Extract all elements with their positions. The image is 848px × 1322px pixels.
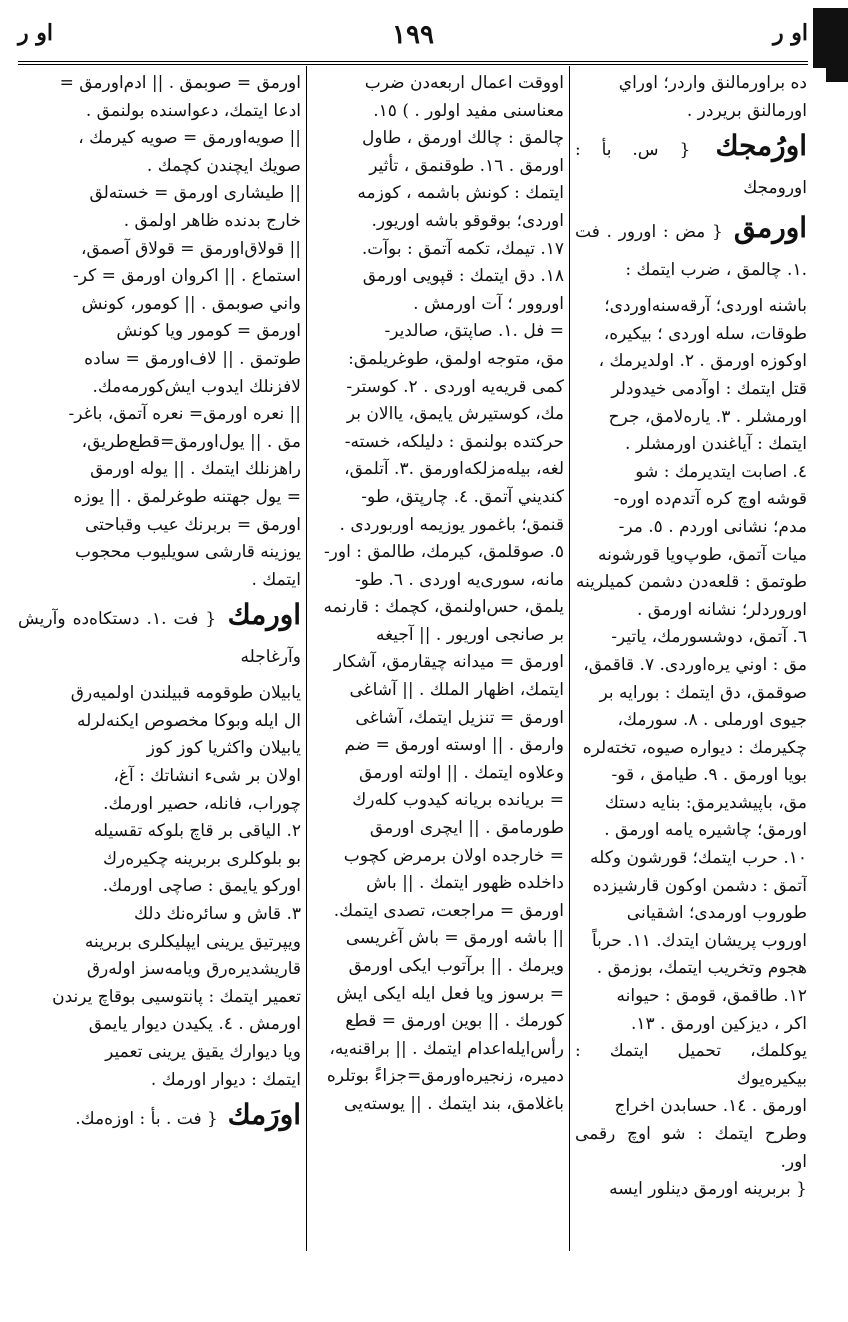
- text-line: لافزنلك ايدوب ايش‌كورمه‌مك.: [92, 376, 301, 397]
- text-line: وطرح ايتمك : شو اوچ رقمی اور.: [575, 1124, 807, 1172]
- text-line: اوكوزه اورمق . ٢. اولديرمك ،: [598, 351, 807, 372]
- text-line: = برسوز ويا فعل ايله ايكى ايش: [336, 983, 564, 1004]
- dictionary-entry-heading: [575, 129, 807, 205]
- entry-headword: اورَمك: [227, 1098, 301, 1132]
- entry-definition: [312, 70, 564, 1119]
- text-line: اورمق = كومور ويا كونش: [116, 321, 301, 342]
- text-line: باغلامق، بند ايتمك . || يوسته‌يى: [343, 1093, 564, 1114]
- text-line: اورمالنق بريردر .: [686, 100, 807, 121]
- entry-headword: اورمك: [227, 598, 301, 632]
- continuation-text: [575, 70, 807, 125]
- entry-gloss: { فت .١. دستكاه‌ده وآريش وآرغاجله: [18, 609, 301, 668]
- text-line: يلمق، حس‌اولنمق، كچمك : قارنمه: [323, 597, 564, 618]
- column-separator-right: [569, 66, 570, 1251]
- text-line: استماع . || اكروان اورمق = كر-: [72, 266, 301, 287]
- text-line: = بريانده بريانه كيدوب كله‌رك: [352, 790, 564, 811]
- text-line: { بربرينه اورمق دينلور ايسه: [609, 1179, 807, 1200]
- text-line: وعلاوه ايتمك . || اولته اورمق: [358, 762, 564, 783]
- column-left: [18, 70, 301, 1142]
- text-line: چوراب، فانله، حصير اورمك.: [103, 793, 301, 814]
- text-line: رأس‌ايله‌اعدام ايتمك . || براقنه‌يه،: [329, 1038, 564, 1059]
- text-line: صويك ايچندن كچمك .: [146, 155, 301, 176]
- text-line: كورمك . || بوين اورمق = قطع: [345, 1011, 564, 1032]
- text-line: اولان بر شیء انشاتك : آغ،: [113, 766, 301, 787]
- text-line: ٥. صوقلمق، كيرمك، طالمق : اور-: [323, 542, 564, 563]
- text-line: ايتمك : آياغندن اورمشلر .: [625, 434, 807, 455]
- text-line: || صويه‌اورمق = صويه كيرمك ،: [78, 128, 301, 149]
- text-line: اوركو يايمق : صاچى اورمك.: [102, 876, 301, 897]
- text-line: باشنه اوردی؛ آرقه‌سنه‌اوردی؛: [604, 296, 807, 317]
- text-line: ٤. اصابت ايتديرمك : شو: [635, 461, 807, 482]
- text-line: مك، كوستيرش يايمق، ياالان بر: [346, 404, 564, 425]
- text-line: ايتمك : ديوار اورمك .: [150, 1069, 301, 1090]
- text-line: اورمق = ميدانه چيقارمق، آشكار: [333, 652, 564, 673]
- column-right: [575, 70, 807, 1204]
- text-line: طورمامق . || ايچرى اورمق: [369, 818, 564, 839]
- text-line: ١٨. دق ايتمك : قپويى اورمق: [362, 266, 564, 287]
- text-line: ميات آتمق، طوپ‌ويا قورشونه: [597, 544, 807, 565]
- text-line: ١٠. حرب ايتمك؛ قورشون وكله: [590, 848, 807, 869]
- text-line: اوروور ؛ آت اورمش .: [413, 293, 564, 314]
- dictionary-entry-heading: [18, 1098, 301, 1136]
- entry-definition: [18, 70, 301, 594]
- text-line: اوروردلر؛ نشانه اورمق .: [636, 599, 807, 620]
- text-line: قنمق؛ باغمور يوزيمه اوربوردی .: [339, 514, 564, 535]
- text-line: ال ايله وبوكا مخصوص ايكنه‌لرله: [77, 710, 301, 731]
- text-line: مق . || يول‌اورمق=قطع‌طريق،: [81, 431, 301, 452]
- left-guide-word: او ر: [18, 20, 54, 46]
- text-line: ادعا ايتمك، دعواسنده بولنمق .: [85, 100, 301, 121]
- text-line: || نعره اورمق= نعره آتمق، باغر-: [68, 404, 301, 425]
- text-line: ٢. الياقى بر قاچ بلوكه تقسيله: [93, 821, 301, 842]
- text-line: مدم؛ نشانى اوردم . ٥. مر-: [618, 516, 807, 537]
- text-line: قتل ايتمك : اوآدمى خيدودلر: [611, 378, 807, 399]
- text-line: ويا ديوارك يقيق يرينى تعمير: [105, 1042, 301, 1062]
- text-line: قوشه اوچ كره آتدم‌ده اوره-: [613, 489, 807, 510]
- text-line: اورمق = مراجعت، تصدى ايتمك.: [333, 900, 564, 921]
- text-line: راهزنلك ايتمك . || يوله اورمق: [90, 459, 301, 480]
- text-line: اورمق = بربرنك عيب وقباحتى: [85, 514, 301, 535]
- text-line: بويا اورمق . ٩. طيامق ، قو-: [611, 765, 807, 786]
- text-line: ايتمك، اظهار الملك . || آشاغى: [349, 680, 564, 701]
- text-line: وارمق . || اوسته اورمق = ضم: [344, 735, 564, 756]
- column-middle: [312, 70, 564, 1119]
- text-line: تعمير ايتمك : پانتوسيى بوقاچ يرندن: [52, 986, 301, 1007]
- text-line: اورمق = صوبمق . || ادم‌اورمق =: [59, 73, 301, 93]
- text-line: اورمشلر . ٣. يارەلامق، جرح: [608, 406, 807, 427]
- text-line: اوروب پريشان ايتدك. ١١. حرباً: [591, 930, 807, 951]
- entry-headword: اورُمجك: [715, 129, 807, 163]
- header-rule-double: [18, 64, 808, 65]
- text-line: آتمق : دشمن اوكون قارشيزده: [592, 875, 807, 896]
- text-line: طوقات، سله اوردی ؛ بيكيره،: [603, 323, 807, 344]
- text-line: قاريشديره‌رق ويامه‌سز اوله‌رق: [86, 959, 301, 980]
- text-line: اورمق؛ چاشيره يامه اورمق .: [604, 820, 807, 841]
- entry-gloss: { س. بأ : اورومجك: [575, 140, 807, 199]
- text-line: = خارجده اولان برمرض كچوب: [343, 845, 564, 866]
- page-number: ١٩٩: [392, 20, 434, 50]
- header-rule: [18, 61, 808, 62]
- entry-definition: [18, 680, 301, 1094]
- entry-headword: اورمق: [733, 211, 807, 245]
- text-line: ايتمك : كونش باشمه ، كوزمه: [357, 183, 564, 204]
- text-line: داخلده ظهور ايتمك . || باش: [366, 873, 564, 894]
- text-line: اكر ، ديزكين اورمق . ١٣.: [630, 1013, 807, 1034]
- column-separator-left: [306, 66, 307, 1251]
- text-line: || باشه اورمق = باش آغريسى: [345, 928, 564, 949]
- text-line: ١٢. طاقمق، قومق : حيوانه: [616, 986, 807, 1007]
- text-line: حركتده بولنمق : دليلكه، خسته-: [344, 431, 564, 452]
- text-line: مق، متوجه اولمق، طوغريلمق:: [348, 348, 564, 369]
- text-line: كمى قريه‌يه اوردی . ٢. كوستر-: [346, 376, 564, 397]
- text-line: صوقمق، دق ايتمك : بورايه بر: [599, 682, 807, 703]
- text-line: لغه، بيله‌مزلكه‌اورمق .٣. آتلمق،: [344, 459, 564, 480]
- text-line: دميره، زنجيره‌اورمق=جزاءً بوتلره: [326, 1066, 564, 1087]
- right-guide-word: او ر: [772, 20, 808, 46]
- text-line: ٦. آتمق، دوشسورمك، ياتير-: [611, 627, 807, 648]
- text-line: يابيلان واكثريا كوز كوز: [146, 738, 301, 759]
- text-line: كنديني آتمق. ٤. چارپتق، طو-: [361, 486, 564, 507]
- text-line: طوروب اورمدی؛ اشقيانى: [626, 903, 807, 924]
- text-line: اورمق . ١٤. حسابدن اخراج: [614, 1096, 807, 1117]
- text-line: هجوم وتخريب ايتمك، بوزمق .: [596, 958, 807, 979]
- text-line: اورمق = تنزيل ايتمك، آشاغى: [355, 707, 564, 728]
- text-line: مق، باپيشديرمق: بنايه دستك: [604, 792, 807, 813]
- page-edge-mark: [813, 8, 848, 68]
- text-line: = يول جهتنه طوغرلمق . || يوزه: [73, 486, 301, 507]
- entry-gloss: { مض : اورور . فت .١. چالمق ، ضرب ايتمك :: [575, 222, 807, 281]
- text-line: طوتمق . || لاف‌اورمق = ساده: [84, 348, 301, 369]
- text-line: جيوی اورملی . ٨. سورمك،: [617, 710, 807, 731]
- page-edge-mark-lower: [826, 68, 848, 82]
- text-line: واني صوبمق . || كومور، كونش: [81, 293, 301, 314]
- text-line: ٣. قاش و سائره‌نك دلك: [133, 904, 301, 925]
- text-line: || قولاق‌اورمق = قولاق آصمق،: [81, 238, 301, 259]
- text-line: اورمش . ٤. يكيدن ديوار يايمق: [88, 1014, 301, 1035]
- text-line: = فل .١. صاپتق، صالدير-: [384, 321, 564, 342]
- text-line: يابيلان طوقومه قبيلندن اولميه‌رق: [70, 683, 301, 704]
- text-line: مانه، سوری‌يه اوردی . ٦. طو-: [354, 569, 564, 590]
- text-line: چالمق : چالك اورمق ، طاول: [362, 128, 564, 149]
- text-line: يوزينه قارشى سويليوب محجوب: [75, 542, 301, 563]
- dictionary-entry-heading: [575, 211, 807, 287]
- text-line: چكيرمك : ديواره صيوه، تخته‌لره: [582, 737, 807, 758]
- text-line: اوردى؛ بوقوقو باشه اوريور.: [371, 210, 564, 231]
- entry-gloss: { فت . بأ : اوزه‌مك.: [75, 1109, 218, 1130]
- text-line: ده براورمالنق واردر؛ اوراي: [618, 73, 807, 93]
- text-line: ويپرتيق يرينى ايپليكلرى بربرينه: [84, 931, 301, 952]
- text-line: اووقت اعمال اربعه‌دن ضرب: [364, 73, 564, 93]
- dictionary-entry-heading: [18, 598, 301, 674]
- text-line: ويرمك . || برآتوب ايكى اورمق: [348, 956, 564, 976]
- entry-definition: [575, 293, 807, 1204]
- text-line: ايتمك .: [251, 569, 301, 590]
- text-line: ١٧. تيمك، تكمه آتمق : بوآت.: [361, 238, 564, 259]
- text-line: بو بلوكلرى بربرينه چكيره‌رك: [102, 848, 301, 869]
- text-line: || طيشارى اورمق = خسته‌لق: [89, 183, 301, 204]
- page-header: [18, 20, 808, 60]
- text-line: مق : اوني يره‌اوردی. ٧. قاقمق،: [583, 654, 807, 675]
- text-line: يوكلمك، تحميل ايتمك : بيكيره‌يوك: [575, 1041, 807, 1089]
- text-line: اورمق . ١٦. طوقنمق ، تأثير: [369, 155, 564, 176]
- text-line: طوتمق : قلعەدن دشمن كميلرينه: [575, 572, 807, 593]
- text-line: معناسنى مفيد اولور . ) ١٥.: [373, 100, 564, 121]
- text-line: خارج بدنده ظاهر اولمق .: [123, 210, 301, 231]
- text-line: بر صانجى اوريور . || آجيغه: [375, 624, 564, 645]
